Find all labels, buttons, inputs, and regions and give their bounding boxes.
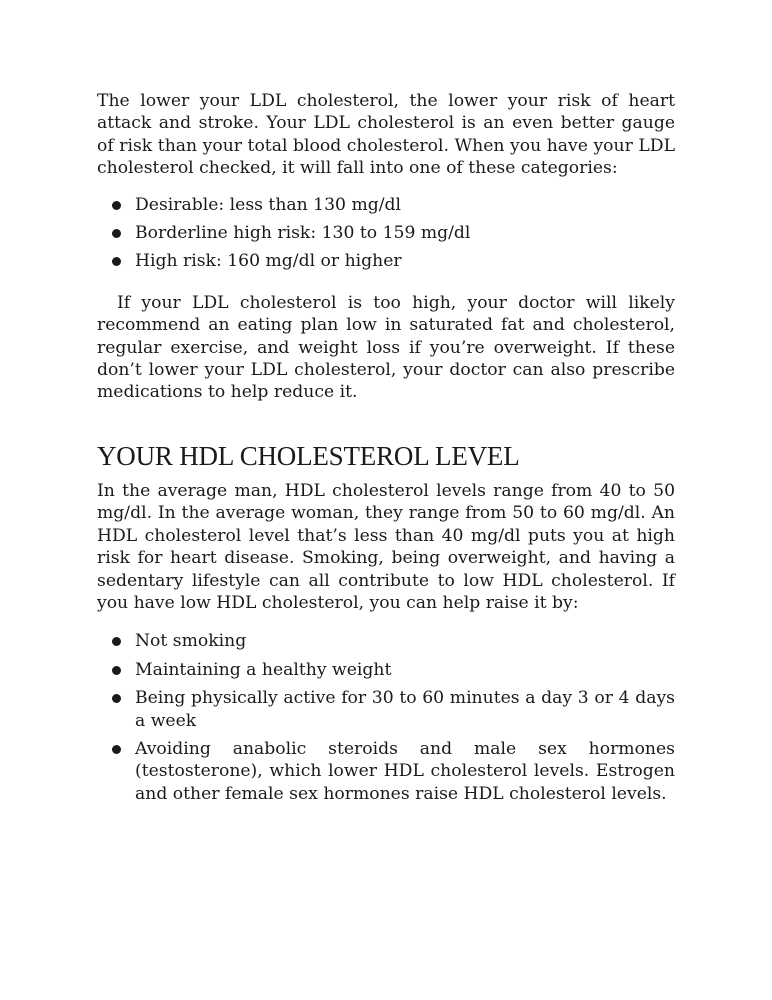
- bullet-icon: [112, 745, 121, 754]
- list-item: [97, 630, 675, 652]
- ldl-followup-paragraph: If your LDL cholesterol is too high, your doctor will likely recommend an eating plan low in saturated fat and cholesterol, regular exercise, and weight loss if you’re overweight. If these don’t lower your LDL cholesterol, your doctor can also prescribe medications to help reduce it.: [97, 292, 675, 403]
- bullet-icon: [112, 257, 121, 266]
- bullet-icon: [112, 637, 121, 646]
- hdl-paragraph: In the average man, HDL cholesterol levels range from 40 to 50 mg/dl. In the average woman, they range from 50 to 60 mg/dl. An HDL cholesterol level that’s less than 40 mg/dl puts you at high risk for heart disease. Smoking, being overweight, and having a sedentary lifestyle can all contribute to low HDL cholesterol. If you have low HDL cholesterol, you can help raise it by:: [97, 480, 675, 613]
- bullet-icon: [112, 201, 121, 210]
- bullet-icon: [112, 666, 121, 675]
- list-item-text: Not smoking: [135, 631, 247, 652]
- hdl-tip-list: [97, 630, 675, 805]
- list-item: [97, 659, 675, 681]
- list-item: [97, 687, 675, 732]
- list-item-text: Desirable: less than 130 mg/dl: [135, 194, 402, 215]
- list-item: [97, 738, 675, 805]
- list-item-text: High risk: 160 mg/dl or higher: [135, 251, 402, 272]
- list-item: [97, 194, 675, 216]
- list-item-text: Avoiding anabolic steroids and male sex hormones (testosterone), which lower HDL cholesterol levels. Estrogen and other female sex hormones raise HDL cholesterol levels.: [135, 738, 675, 804]
- intro-paragraph: The lower your LDL cholesterol, the lower your risk of heart attack and stroke. Your LDL cholesterol is an even better gauge of risk than your total blood cholesterol. When you have your LDL cholesterol checked, it will fall into one of these categories:: [97, 91, 675, 179]
- list-item-text: Being physically active for 30 to 60 minutes a day 3 or 4 days a week: [135, 688, 675, 731]
- list-item: [97, 222, 675, 244]
- section-heading: YOUR HDL CHOLESTEROL LEVEL: [97, 440, 520, 471]
- bullet-icon: [112, 694, 121, 703]
- list-item: [97, 250, 675, 272]
- list-item-text: Maintaining a healthy weight: [135, 659, 392, 680]
- ldl-category-list: [97, 194, 675, 273]
- bullet-icon: [112, 229, 121, 238]
- document-page: [97, 90, 675, 805]
- list-item-text: Borderline high risk: 130 to 159 mg/dl: [135, 223, 471, 244]
